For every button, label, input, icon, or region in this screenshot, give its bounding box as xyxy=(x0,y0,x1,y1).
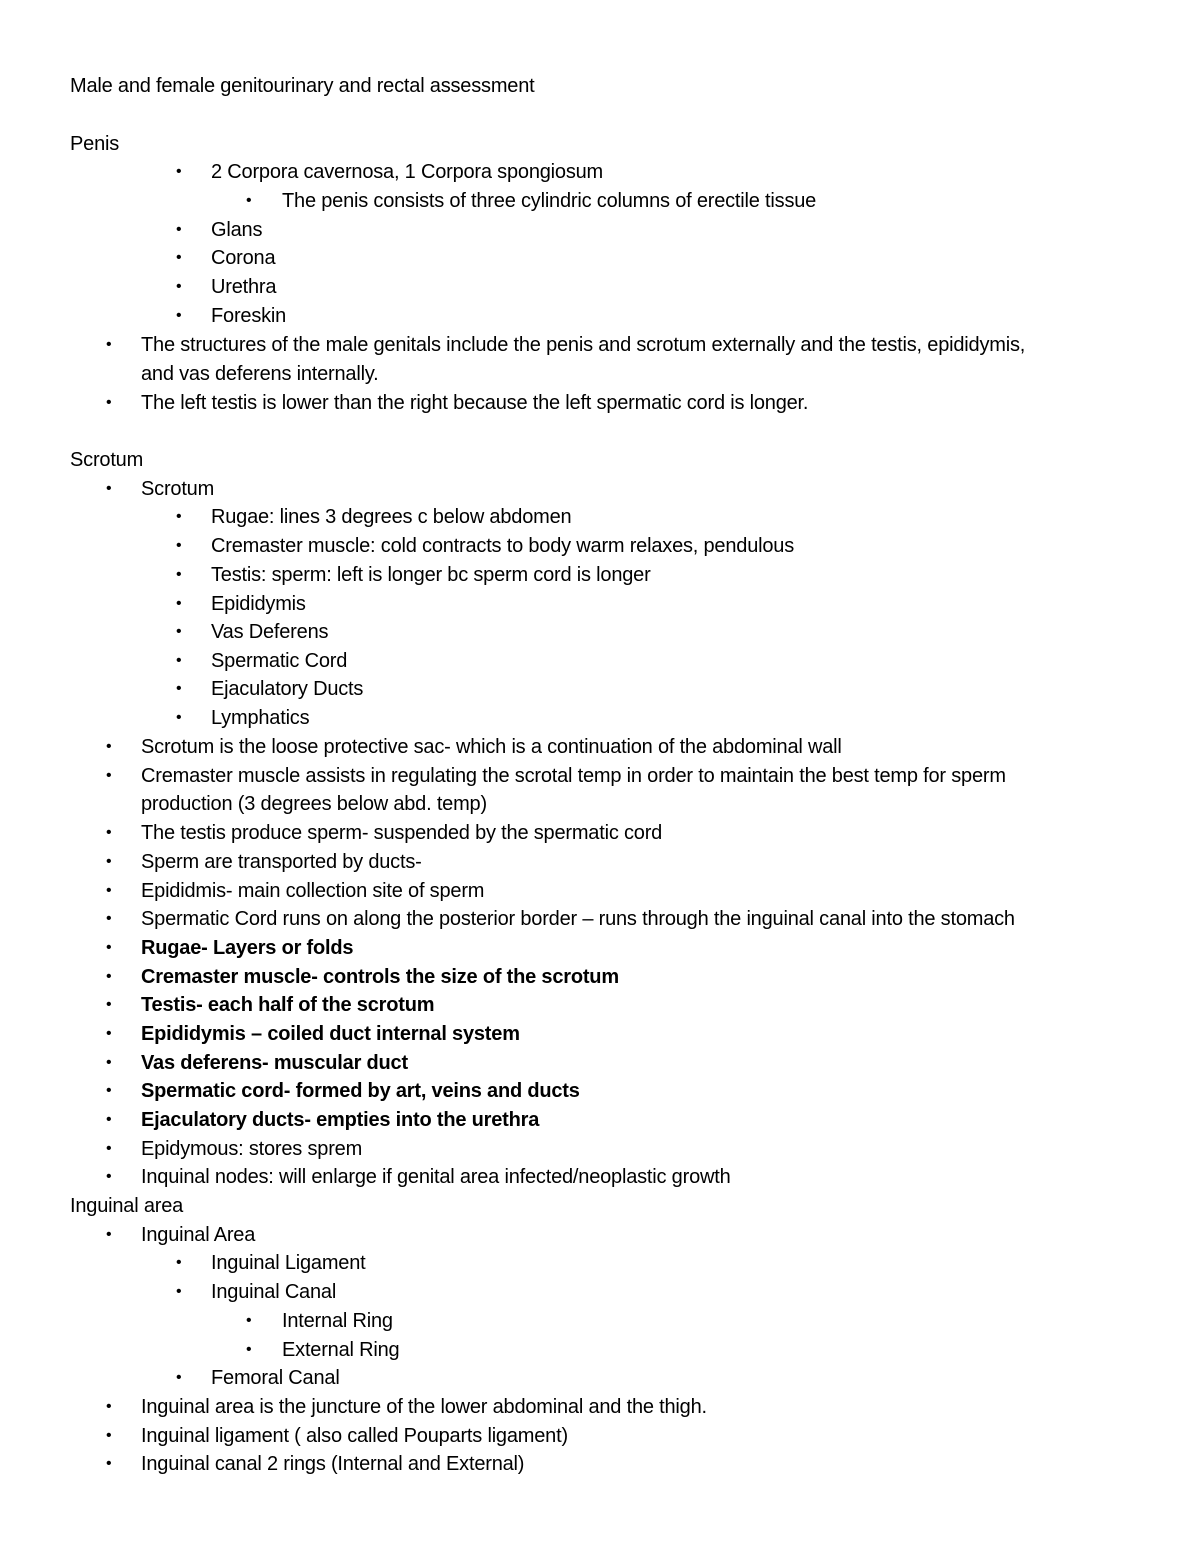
bullet-glyph: • xyxy=(106,738,112,755)
list-item: Epididymis – coiled duct internal system xyxy=(141,1023,520,1045)
bullet-glyph: • xyxy=(246,1341,252,1358)
list-item: Spermatic cord- formed by art, veins and ducts xyxy=(141,1080,580,1102)
list-item: Inguinal Ligament xyxy=(211,1252,366,1274)
list-item: Epididmis- main collection site of sperm xyxy=(141,880,485,902)
list-item: The penis consists of three cylindric columns of erectile tissue xyxy=(282,190,817,212)
list-item: Ejaculatory Ducts xyxy=(211,678,364,700)
bullet-glyph: • xyxy=(106,882,112,899)
bullet-glyph: • xyxy=(176,652,182,669)
bullet-glyph: • xyxy=(176,1283,182,1300)
section-heading-scrotum: Scrotum xyxy=(70,449,144,471)
list-item: Inguinal Canal xyxy=(211,1281,337,1303)
list-item: Inguinal canal 2 rings (Internal and External) xyxy=(141,1453,525,1475)
list-item: Vas Deferens xyxy=(211,621,329,643)
list-item: The testis produce sperm- suspended by the spermatic cord xyxy=(141,822,663,844)
bullet-glyph: • xyxy=(106,968,112,985)
list-item: Spermatic Cord xyxy=(211,650,348,672)
bullet-glyph: • xyxy=(106,336,112,353)
bullet-glyph: • xyxy=(106,1054,112,1071)
list-item: External Ring xyxy=(282,1339,400,1361)
list-item: Inguinal area is the juncture of the lower abdominal and the thigh. xyxy=(141,1396,707,1418)
bullet-glyph: • xyxy=(106,1455,112,1472)
list-item: Rugae- Layers or folds xyxy=(141,937,354,959)
list-item: Lymphatics xyxy=(211,707,310,729)
document-title: Male and female genitourinary and rectal assessment xyxy=(70,75,535,97)
list-item: Testis: sperm: left is longer bc sperm cord is longer xyxy=(211,564,651,586)
list-item: 2 Corpora cavernosa, 1 Corpora spongiosum xyxy=(211,161,604,183)
bullet-glyph: • xyxy=(176,1254,182,1271)
bullet-glyph: • xyxy=(176,221,182,238)
list-item: Inquinal nodes: will enlarge if genital area infected/neoplastic growth xyxy=(141,1166,731,1188)
list-item: Cremaster muscle: cold contracts to body warm relaxes, pendulous xyxy=(211,535,795,557)
list-item: Ejaculatory ducts- empties into the urethra xyxy=(141,1109,540,1131)
bullet-glyph: • xyxy=(176,709,182,726)
bullet-glyph: • xyxy=(176,1369,182,1386)
list-item: Inguinal Area xyxy=(141,1224,256,1246)
bullet-glyph: • xyxy=(176,508,182,525)
bullet-glyph: • xyxy=(176,566,182,583)
list-item: Inguinal ligament ( also called Pouparts ligament) xyxy=(141,1425,568,1447)
bullet-glyph: • xyxy=(106,1025,112,1042)
list-item: Epidymous: stores sprem xyxy=(141,1138,363,1160)
list-item-continuation: and vas deferens internally. xyxy=(141,363,379,385)
list-item: Vas deferens- muscular duct xyxy=(141,1052,408,1074)
bullet-glyph: • xyxy=(176,163,182,180)
section-heading-penis: Penis xyxy=(70,133,120,155)
bullet-glyph: • xyxy=(106,1111,112,1128)
bullet-glyph: • xyxy=(176,595,182,612)
list-item: Cremaster muscle- controls the size of the scrotum xyxy=(141,966,619,988)
bullet-glyph: • xyxy=(106,1226,112,1243)
bullet-glyph: • xyxy=(176,537,182,554)
list-item: Rugae: lines 3 degrees c below abdomen xyxy=(211,506,572,528)
bullet-glyph: • xyxy=(106,824,112,841)
section-heading-inguinal: Inguinal area xyxy=(70,1195,184,1217)
bullet-glyph: • xyxy=(176,623,182,640)
list-item: Glans xyxy=(211,219,263,241)
list-item: Epididymis xyxy=(211,593,306,615)
bullet-glyph: • xyxy=(176,680,182,697)
list-item: Foreskin xyxy=(211,305,287,327)
bullet-glyph: • xyxy=(106,1168,112,1185)
list-item: Scrotum is the loose protective sac- which is a continuation of the abdominal wall xyxy=(141,736,842,758)
bullet-glyph: • xyxy=(106,1398,112,1415)
list-item: Spermatic Cord runs on along the posterior border – runs through the inguinal canal into the stomach xyxy=(141,908,1015,930)
list-item: Corona xyxy=(211,247,276,269)
list-item: Testis- each half of the scrotum xyxy=(141,994,435,1016)
list-item-continuation: production (3 degrees below abd. temp) xyxy=(141,793,487,815)
list-item: Scrotum xyxy=(141,478,215,500)
list-item: The left testis is lower than the right because the left spermatic cord is longer. xyxy=(141,392,809,414)
bullet-glyph: • xyxy=(106,939,112,956)
list-item: The structures of the male genitals include the penis and scrotum externally and the testis, epididymis, xyxy=(141,334,1026,356)
list-item: Sperm are transported by ducts- xyxy=(141,851,422,873)
bullet-glyph: • xyxy=(106,1082,112,1099)
bullet-glyph: • xyxy=(106,910,112,927)
bullet-glyph: • xyxy=(176,249,182,266)
bullet-glyph: • xyxy=(176,307,182,324)
bullet-glyph: • xyxy=(246,1312,252,1329)
list-item: Urethra xyxy=(211,276,277,298)
bullet-glyph: • xyxy=(176,278,182,295)
bullet-glyph: • xyxy=(106,1140,112,1157)
bullet-glyph: • xyxy=(246,192,252,209)
list-item: Internal Ring xyxy=(282,1310,393,1332)
bullet-glyph: • xyxy=(106,996,112,1013)
bullet-glyph: • xyxy=(106,1427,112,1444)
bullet-glyph: • xyxy=(106,767,112,784)
bullet-glyph: • xyxy=(106,480,112,497)
list-item: Cremaster muscle assists in regulating the scrotal temp in order to maintain the best temp for sperm xyxy=(141,765,1006,787)
bullet-glyph: • xyxy=(106,394,112,411)
list-item: Femoral Canal xyxy=(211,1367,340,1389)
bullet-glyph: • xyxy=(106,853,112,870)
